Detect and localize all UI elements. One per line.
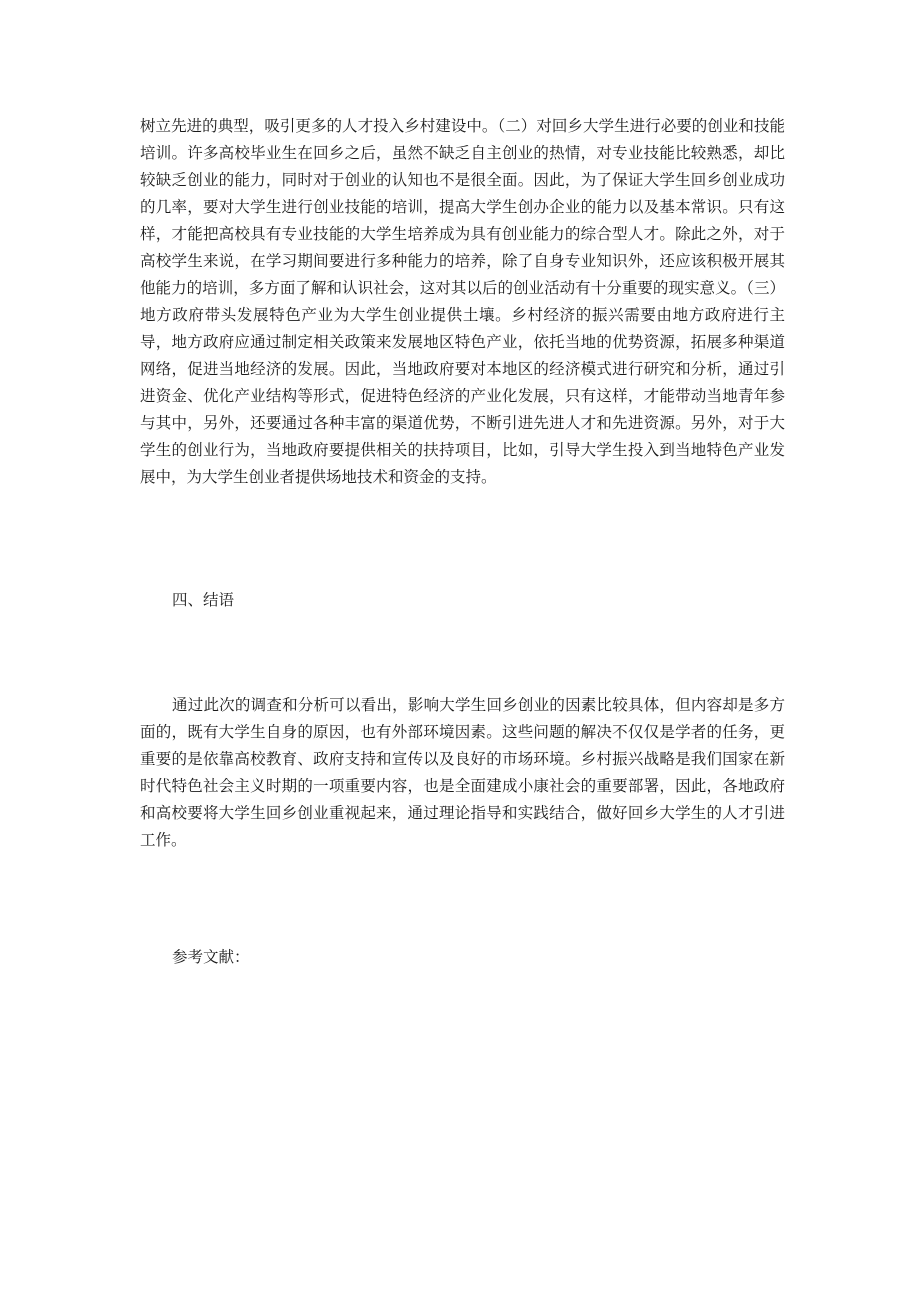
section-heading-conclusion: 四、结语 bbox=[172, 591, 235, 609]
body-paragraph-training-and-industry: 树立先进的典型，吸引更多的人才投入乡村建设中。（二）对回乡大学生进行必要的创业和技能培训。许多高校毕业生在回乡之后，虽然不缺乏自主创业的热情，对专业技能比较熟悉，却比较缺乏创业的能力，同时对于创业的认知也不是很全面。因此，为了保证大学生回乡创业成功的几率，要对大学生进行创业技能的培训，提高大学生创办企业的能力以及基本常识。只有这样，才能把高校具有专业技能的大学生培养成为具有创业能力的综合型人才。除此之外，对于高校学生来说，在学习期间要进行多种能力的培养，除了自身专业知识外，还应该积极开展其他能力的培训，多方面了解和认识社会，这对其以后的创业活动有十分重要的现实意义。（三）地方政府带头发展特色产业为大学生创业提供土壤。乡村经济的振兴需要由地方政府进行主导，地方政府应通过制定相关政策来发展地区特色产业，依托当地的优势资源，拓展多种渠道网络，促进当地经济的发展。因此，当地政府要对本地区的经济模式进行研究和分析，通过引进资金、优化产业结构等形式，促进特色经济的产业化发展，只有这样，才能带动当地青年参与其中，另外，还要通过各种丰富的渠道优势，不断引进先进人才和先进资源。另外，对于大学生的创业行为，当地政府要提供相关的扶持项目，比如，引导大学生投入到当地特色产业发展中，为大学生创业者提供场地技术和资金的支持。 bbox=[140, 117, 785, 486]
body-paragraph-conclusion: 通过此次的调查和分析可以看出，影响大学生回乡创业的因素比较具体，但内容却是多方面的，既有大学生自身的原因，也有外部环境因素。这些问题的解决不仅仅是学者的任务，更重要的是依靠高校教育、政府支持和宣传以及良好的市场环境。乡村振兴战略是我们国家在新时代特色社会主义时期的一项重要内容，也是全面建成小康社会的重要部署，因此，各地政府和高校要将大学生回乡创业重视起来，通过理论指导和实践结合，做好回乡大学生的人才引进工作。 bbox=[140, 696, 785, 849]
section-heading-references: 参考文献： bbox=[172, 948, 250, 966]
